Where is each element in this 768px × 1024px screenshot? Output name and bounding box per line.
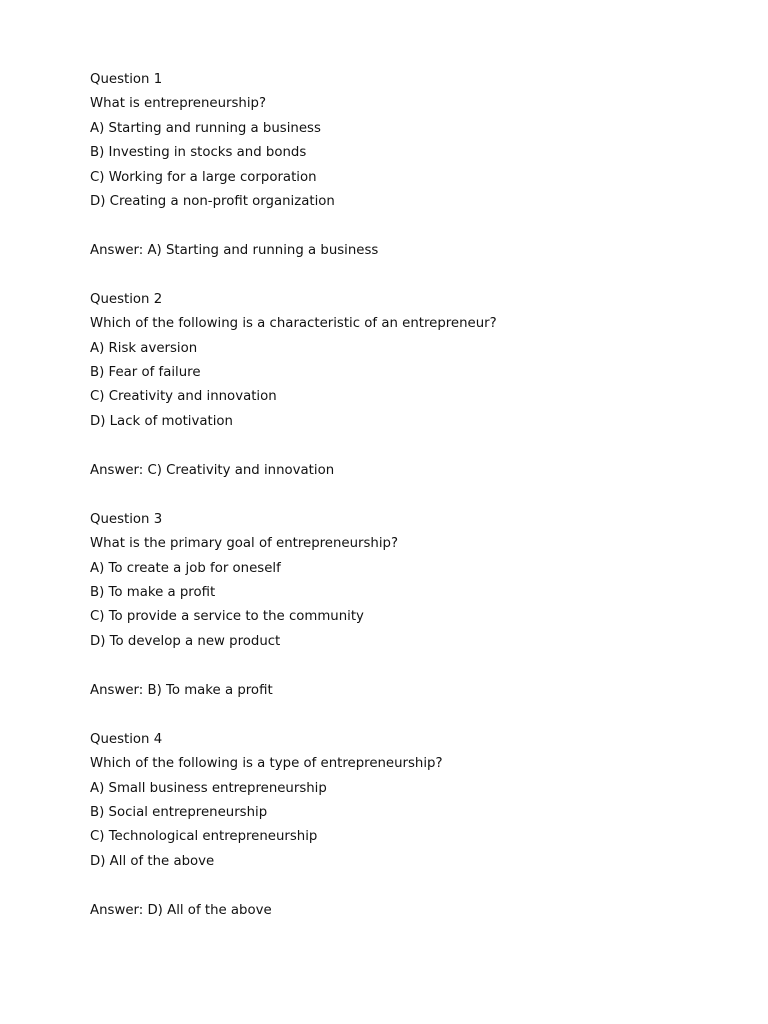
question-prompt: What is entrepreneurship? <box>90 96 267 112</box>
blank-line <box>90 434 730 459</box>
option-b: B) Fear of failure <box>90 365 201 381</box>
blank-line <box>90 263 730 288</box>
option-a: A) Risk aversion <box>90 340 198 356</box>
question-prompt: Which of the following is a characteristic of an entrepreneur? <box>90 316 497 332</box>
answer-line: Answer: C) Creativity and innovation <box>90 462 335 478</box>
question-heading: Question 2 <box>90 291 163 307</box>
option-b: B) Social entrepreneurship <box>90 804 268 820</box>
answer-line: Answer: D) All of the above <box>90 902 272 918</box>
option-b: B) Investing in stocks and bonds <box>90 145 307 161</box>
option-c: C) Working for a large corporation <box>90 169 317 185</box>
option-d: D) To develop a new product <box>90 633 281 649</box>
quiz-document <box>90 68 730 923</box>
question-heading: Question 3 <box>90 511 163 527</box>
question-prompt: What is the primary goal of entrepreneurship? <box>90 536 399 552</box>
blank-line <box>90 703 730 728</box>
question-prompt: Which of the following is a type of entrepreneurship? <box>90 756 443 772</box>
question-heading: Question 4 <box>90 731 163 747</box>
option-b: B) To make a profit <box>90 585 216 601</box>
blank-line <box>90 654 730 679</box>
question-block-1 <box>90 68 730 288</box>
question-block-4 <box>90 728 730 923</box>
blank-line <box>90 874 730 899</box>
option-d: D) Lack of motivation <box>90 413 233 429</box>
option-c: C) To provide a service to the community <box>90 609 364 625</box>
blank-line <box>90 483 730 508</box>
option-a: A) Small business entrepreneurship <box>90 780 327 796</box>
option-a: A) Starting and running a business <box>90 120 321 136</box>
option-c: C) Technological entrepreneurship <box>90 829 318 845</box>
option-d: D) Creating a non-profit organization <box>90 193 335 209</box>
question-block-2 <box>90 288 730 508</box>
option-c: C) Creativity and innovation <box>90 389 277 405</box>
option-d: D) All of the above <box>90 853 215 869</box>
option-a: A) To create a job for oneself <box>90 560 281 576</box>
question-heading: Question 1 <box>90 72 163 87</box>
question-block-3 <box>90 508 730 728</box>
blank-line <box>90 214 730 239</box>
answer-line: Answer: A) Starting and running a business <box>90 242 379 258</box>
answer-line: Answer: B) To make a profit <box>90 682 273 698</box>
